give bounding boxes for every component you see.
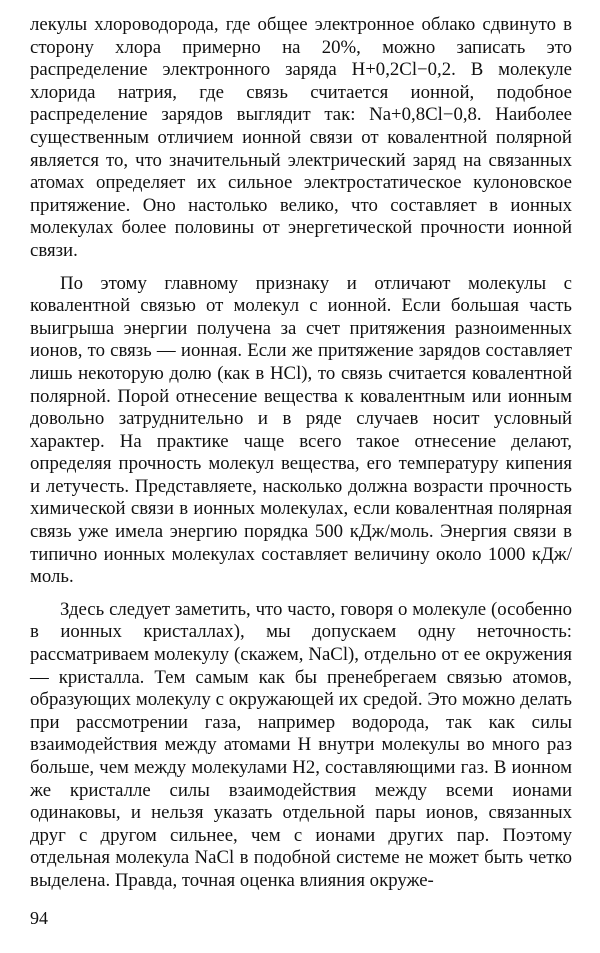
paragraph-1: лекулы хлороводорода, где общее электронное облако сдвинуто в сторону хлора примерно на 20%, можно записать это распределение электронного заряда H+0,2Cl−0,2. В молекуле хлорида натрия, где связь считается ионной, подобное распределение зарядов выглядит так: Na+0,8Cl−0,8. Наиболее существенным отличием ионной связи от ковалентной полярной является то, что значительный электрический заряд на связанных атомах определяет их сильное электростатическое кулоновское притяжение. Оно настолько велико, что составляет в ионных молекулах более половины от энергетической прочности ионной связи. [30,14,572,261]
paragraph-2: По этому главному признаку и отличают молекулы с ковалентной связью от молекул с ионной. Если большая часть выигрыша энергии получена за счет притяжения разноименных ионов, то связь — ионная. Если же притяжение зарядов составляет лишь некоторую долю (как в HCl), то связь считается ковалентной полярной. Порой отнесение вещества к ковалентным или ионным довольно затруднительно и в ряде случаев носит условный характер. На практике чаще всего такое отнесение делают, определяя прочность молекул вещества, его температуру кипения и летучесть. Представляете, насколько должна возрасти прочность химической связи в ионных молекулах, если ковалентная полярная связь уже имела энергию порядка 500 кДж/моль. Энергия связи в типично ионных молекулах составляет величину около 1000 кДж/моль. [30,272,572,588]
page-body [30,14,572,893]
page-number: 94 [30,908,48,928]
paragraph-3: Здесь следует заметить, что часто, говоря о молекуле (особенно в ионных кристаллах), мы допускаем одну неточность: рассматриваем молекулу (скажем, NaCl), отдельно от ее окружения — кристалла. Тем самым как бы пренебрегаем связью атомов, образующих молекулу с окружающей их средой. Это можно делать при рассмотрении газа, например водорода, так как силы взаимодействия между атомами H внутри молекулы во много раз больше, чем между молекулами H2, составляющими газ. В ионном же кристалле силы взаимодействия между всеми ионами одинаковы, и нельзя указать отдельной пары ионов, связанных друг с другом сильнее, чем с ионами других пар. Поэтому отдельная молекула NaCl в подобной системе не может быть четко выделена. Правда, точная оценка влияния окруже- [30,598,572,891]
